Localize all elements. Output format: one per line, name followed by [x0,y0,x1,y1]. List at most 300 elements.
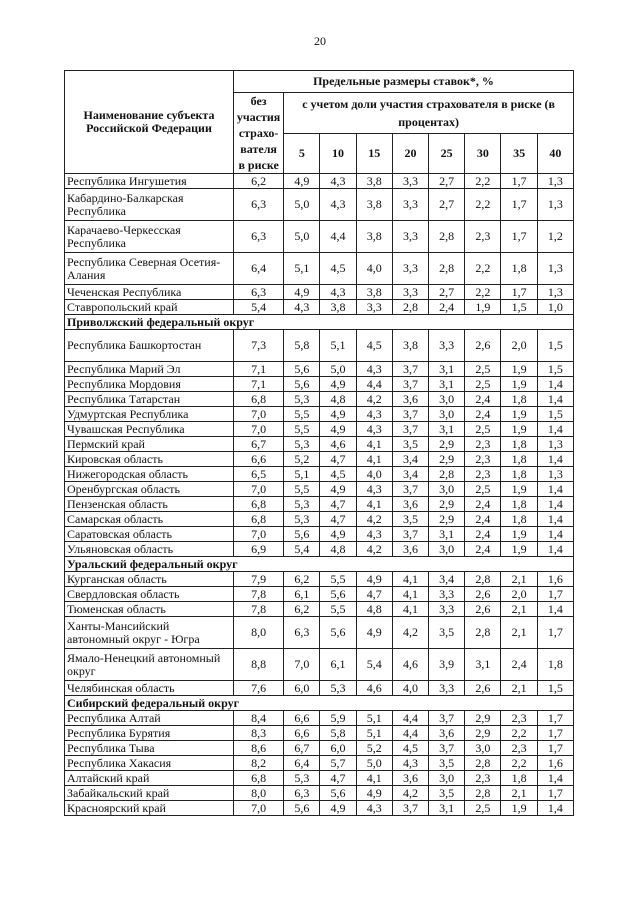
rate-cell: 2,4 [465,392,501,407]
rate-cell: 4,7 [320,771,356,786]
rate-cell: 6,6 [284,711,320,726]
rate-cell: 4,9 [356,786,392,801]
rate-cell: 1,4 [537,377,573,392]
rate-cell: 3,5 [429,786,465,801]
rate-cell: 5,7 [320,756,356,771]
rate-cell: 2,9 [429,512,465,527]
rate-cell: 4,8 [320,392,356,407]
rate-cell: 6,1 [284,587,320,602]
rate-cell: 5,2 [356,741,392,756]
table-row [65,512,574,527]
rate-cell: 4,9 [320,482,356,497]
rate-cell: 5,3 [284,497,320,512]
rate-cell: 3,0 [429,392,465,407]
rate-cell: 6,4 [233,253,283,285]
rate-cell: 7,9 [233,572,283,587]
rate-cell: 3,7 [429,741,465,756]
header-percent-5: 5 [284,133,320,174]
rate-cell: 2,6 [465,602,501,617]
header-percent-20: 20 [392,133,428,174]
region-name: Ульяновская область [65,542,234,557]
rate-cell: 1,3 [537,467,573,482]
rate-cell: 2,2 [465,253,501,285]
rate-cell: 3,7 [392,801,428,816]
rate-cell: 2,2 [465,174,501,189]
rate-cell: 1,7 [537,726,573,741]
rate-cell: 4,3 [320,189,356,221]
header-no-share: без участия страхо-вателя в риске [233,93,283,174]
rate-cell: 7,1 [233,362,283,377]
rate-cell: 2,8 [392,300,428,315]
rate-cell: 3,1 [465,649,501,681]
rate-cell: 6,2 [284,602,320,617]
rate-cell: 6,7 [233,437,283,452]
rate-cell: 8,8 [233,649,283,681]
rate-cell: 6,6 [284,726,320,741]
rate-cell: 1,5 [537,407,573,422]
rate-cell: 4,9 [320,407,356,422]
rate-cell: 2,6 [465,330,501,362]
rate-cell: 4,1 [356,437,392,452]
rate-cell: 3,6 [392,497,428,512]
rate-cell: 3,8 [356,285,392,300]
rate-cell: 6,1 [320,649,356,681]
region-name: Оренбургская область [65,482,234,497]
rate-cell: 5,6 [284,377,320,392]
rate-cell: 5,6 [284,362,320,377]
rate-cell: 2,4 [465,407,501,422]
rate-cell: 3,3 [392,285,428,300]
rate-cell: 4,9 [320,422,356,437]
rate-cell: 5,0 [356,756,392,771]
table-row [65,587,574,602]
rate-cell: 4,4 [356,377,392,392]
rate-cell: 5,1 [356,726,392,741]
rate-cell: 3,0 [429,482,465,497]
rate-cell: 1,8 [501,437,537,452]
rate-cell: 4,2 [356,542,392,557]
region-name: Республика Тыва [65,741,234,756]
rate-cell: 6,2 [233,174,283,189]
rate-cell: 1,3 [537,253,573,285]
rate-cell: 4,2 [392,617,428,649]
rate-cell: 1,7 [537,786,573,801]
rate-cell: 1,5 [537,330,573,362]
rate-cell: 3,8 [392,330,428,362]
rate-cell: 4,1 [356,452,392,467]
rate-cell: 4,9 [320,377,356,392]
rate-cell: 1,2 [537,221,573,253]
table-row [65,801,574,816]
table-row [65,542,574,557]
region-name: Республика Хакасия [65,756,234,771]
rate-cell: 7,0 [233,422,283,437]
rate-cell: 3,3 [392,174,428,189]
rate-cell: 1,9 [501,482,537,497]
rate-cell: 4,7 [320,497,356,512]
table-row [65,602,574,617]
rate-cell: 2,5 [465,801,501,816]
rate-cell: 5,1 [284,253,320,285]
rate-cell: 4,5 [320,253,356,285]
rate-cell: 5,6 [320,786,356,801]
rate-cell: 4,7 [356,587,392,602]
rate-cell: 3,7 [392,407,428,422]
district-name: Приволжский федеральный округ [65,315,574,330]
rate-cell: 2,8 [465,786,501,801]
rate-cell: 5,5 [284,422,320,437]
rate-cell: 5,4 [284,542,320,557]
rate-cell: 5,5 [284,482,320,497]
rate-cell: 2,9 [429,452,465,467]
rate-cell: 3,0 [465,741,501,756]
rate-cell: 4,9 [356,617,392,649]
rate-cell: 2,4 [465,512,501,527]
rate-cell: 3,3 [429,587,465,602]
rate-cell: 2,0 [501,330,537,362]
table-row [65,527,574,542]
rate-cell: 3,8 [356,174,392,189]
rate-cell: 4,1 [356,771,392,786]
rate-cell: 4,2 [392,786,428,801]
table-row [65,467,574,482]
region-name: Нижегородская область [65,467,234,482]
rate-cell: 3,1 [429,527,465,542]
rate-cell: 1,4 [537,801,573,816]
rate-cell: 1,9 [501,407,537,422]
table-row [65,756,574,771]
rate-cell: 1,7 [501,174,537,189]
rate-cell: 3,3 [392,189,428,221]
rate-cell: 5,5 [320,602,356,617]
rate-cell: 5,4 [356,649,392,681]
rate-cell: 3,6 [392,771,428,786]
rate-cell: 3,3 [392,221,428,253]
region-name: Пермский край [65,437,234,452]
rates-table [64,70,574,816]
rate-cell: 7,6 [233,681,283,696]
rate-cell: 5,4 [233,300,283,315]
rate-cell: 5,3 [284,771,320,786]
rate-cell: 4,2 [356,512,392,527]
rate-cell: 7,0 [233,482,283,497]
rate-cell: 2,5 [465,422,501,437]
rate-cell: 3,5 [392,437,428,452]
rate-cell: 2,3 [465,437,501,452]
rate-cell: 1,7 [501,221,537,253]
rate-cell: 8,3 [233,726,283,741]
rate-cell: 2,4 [465,542,501,557]
rate-cell: 2,5 [465,362,501,377]
rate-cell: 3,7 [392,482,428,497]
rate-cell: 1,4 [537,542,573,557]
district-row [65,696,574,711]
rate-cell: 3,7 [392,422,428,437]
table-row [65,482,574,497]
rate-cell: 1,8 [501,392,537,407]
region-name: Удмуртская Республика [65,407,234,422]
rate-cell: 1,9 [501,542,537,557]
table-row [65,437,574,452]
rate-cell: 8,0 [233,786,283,801]
rate-cell: 4,1 [392,602,428,617]
header-percent-10: 10 [320,133,356,174]
region-name: Республика Северная Осетия-Алания [65,253,234,285]
rate-cell: 4,5 [356,330,392,362]
region-name: Пензенская область [65,497,234,512]
rate-cell: 6,8 [233,771,283,786]
rate-cell: 4,9 [284,174,320,189]
rate-cell: 1,8 [501,512,537,527]
rate-cell: 7,8 [233,587,283,602]
rate-cell: 4,3 [320,285,356,300]
rate-cell: 2,3 [465,452,501,467]
table-row [65,572,574,587]
table-row [65,452,574,467]
rate-cell: 3,3 [392,253,428,285]
rate-cell: 4,4 [392,726,428,741]
rate-cell: 1,7 [501,285,537,300]
region-name: Республика Алтай [65,711,234,726]
rate-cell: 3,3 [429,681,465,696]
rate-cell: 2,5 [465,482,501,497]
rate-cell: 3,7 [429,711,465,726]
rate-cell: 5,6 [284,801,320,816]
rate-cell: 1,4 [537,482,573,497]
rate-cell: 4,1 [392,572,428,587]
rate-cell: 5,5 [284,407,320,422]
table-row [65,174,574,189]
rate-cell: 4,3 [356,407,392,422]
table-row [65,741,574,756]
region-name: Челябинская область [65,681,234,696]
table-row [65,221,574,253]
rate-cell: 1,4 [537,452,573,467]
rate-cell: 2,8 [465,572,501,587]
rate-cell: 8,6 [233,741,283,756]
rate-cell: 1,3 [537,437,573,452]
region-name: Республика Татарстан [65,392,234,407]
rate-cell: 2,3 [465,467,501,482]
table-row [65,681,574,696]
rate-cell: 1,7 [537,741,573,756]
rate-cell: 4,9 [356,572,392,587]
rate-cell: 1,4 [537,497,573,512]
rate-cell: 6,2 [284,572,320,587]
rate-cell: 1,4 [537,512,573,527]
rate-cell: 5,5 [320,572,356,587]
rate-cell: 1,3 [537,174,573,189]
rate-cell: 4,6 [356,681,392,696]
table-row [65,711,574,726]
region-name: Красноярский край [65,801,234,816]
rate-cell: 1,9 [465,300,501,315]
table-row [65,422,574,437]
rate-cell: 6,7 [284,741,320,756]
rate-cell: 7,0 [233,407,283,422]
rate-cell: 2,1 [501,617,537,649]
region-name: Чеченская Республика [65,285,234,300]
rate-cell: 2,4 [501,649,537,681]
rate-cell: 5,6 [320,617,356,649]
rate-cell: 4,3 [356,482,392,497]
region-name: Курганская область [65,572,234,587]
region-name: Кабардино-Балкарская Республика [65,189,234,221]
rate-cell: 4,3 [320,174,356,189]
rate-cell: 2,6 [465,681,501,696]
header-percent-35: 35 [501,133,537,174]
rate-cell: 4,3 [284,300,320,315]
rate-cell: 1,7 [501,189,537,221]
rate-cell: 4,6 [392,649,428,681]
rate-cell: 1,7 [537,711,573,726]
table-row [65,300,574,315]
rate-cell: 6,3 [284,617,320,649]
rate-cell: 1,4 [537,602,573,617]
rate-cell: 2,9 [429,437,465,452]
rate-cell: 6,4 [284,756,320,771]
rate-cell: 2,6 [465,587,501,602]
rate-cell: 5,0 [284,189,320,221]
region-name: Тюменская область [65,602,234,617]
rate-cell: 5,8 [284,330,320,362]
rate-cell: 2,4 [465,497,501,512]
rate-cell: 4,5 [320,467,356,482]
rate-cell: 2,0 [501,587,537,602]
table-row [65,285,574,300]
rate-cell: 8,0 [233,617,283,649]
rate-cell: 2,2 [465,189,501,221]
rate-cell: 3,6 [429,726,465,741]
rate-cell: 4,1 [392,587,428,602]
rate-cell: 1,9 [501,527,537,542]
rate-cell: 3,7 [392,362,428,377]
rate-cell: 8,2 [233,756,283,771]
region-name: Карачаево-Черкесская Республика [65,221,234,253]
rate-cell: 1,4 [537,527,573,542]
rate-cell: 4,3 [356,362,392,377]
rate-cell: 2,7 [429,285,465,300]
rate-cell: 2,8 [429,253,465,285]
rate-cell: 1,6 [537,756,573,771]
rate-cell: 3,3 [356,300,392,315]
rate-cell: 2,2 [501,756,537,771]
rate-cell: 3,5 [392,512,428,527]
rate-cell: 6,3 [233,221,283,253]
rate-cell: 3,4 [392,467,428,482]
region-name: Алтайский край [65,771,234,786]
rate-cell: 2,9 [465,726,501,741]
rate-cell: 8,4 [233,711,283,726]
region-name: Республика Ингушетия [65,174,234,189]
rate-cell: 4,0 [392,681,428,696]
rate-cell: 2,7 [429,174,465,189]
rate-cell: 2,7 [429,189,465,221]
rate-cell: 6,9 [233,542,283,557]
rate-cell: 3,4 [429,572,465,587]
rate-cell: 4,0 [356,253,392,285]
rate-cell: 4,1 [356,497,392,512]
rate-cell: 6,8 [233,497,283,512]
rate-cell: 3,1 [429,801,465,816]
rate-cell: 1,7 [537,617,573,649]
rate-cell: 3,9 [429,649,465,681]
rate-cell: 5,3 [320,681,356,696]
region-name: Ханты-Мансийский автономный округ - Югра [65,617,234,649]
header-percent-30: 30 [465,133,501,174]
region-name: Республика Мордовия [65,377,234,392]
table-row [65,407,574,422]
rate-cell: 3,7 [392,377,428,392]
rate-cell: 2,3 [465,771,501,786]
rate-cell: 2,8 [465,617,501,649]
rate-cell: 4,6 [320,437,356,452]
rate-cell: 3,8 [356,221,392,253]
rate-cell: 2,2 [465,285,501,300]
rate-cell: 6,0 [284,681,320,696]
rate-cell: 2,2 [501,726,537,741]
region-name: Ямало-Ненецкий автономный округ [65,649,234,681]
table-row [65,330,574,362]
rate-cell: 1,4 [537,771,573,786]
rate-cell: 4,2 [356,392,392,407]
table-row [65,617,574,649]
rate-cell: 3,6 [392,542,428,557]
rate-cell: 5,6 [284,527,320,542]
rate-cell: 3,3 [429,330,465,362]
rate-cell: 4,8 [320,542,356,557]
region-name: Ставропольский край [65,300,234,315]
rate-cell: 6,8 [233,392,283,407]
rate-cell: 2,1 [501,786,537,801]
table-row [65,786,574,801]
rate-cell: 4,3 [356,527,392,542]
rate-cell: 7,0 [233,527,283,542]
header-with-share: с учетом доли участия страхователя в риске (в процентах) [284,93,574,134]
rate-cell: 1,5 [537,362,573,377]
rate-cell: 3,4 [392,452,428,467]
rate-cell: 4,0 [356,467,392,482]
rate-cell: 4,3 [356,422,392,437]
rate-cell: 2,8 [429,221,465,253]
rate-cell: 7,1 [233,377,283,392]
region-name: Самарская область [65,512,234,527]
rate-cell: 1,7 [537,587,573,602]
rate-cell: 1,3 [537,189,573,221]
rate-cell: 3,8 [320,300,356,315]
region-name: Кировская область [65,452,234,467]
rate-cell: 6,5 [233,467,283,482]
page-number: 20 [314,34,326,48]
rate-cell: 3,8 [356,189,392,221]
rate-cell: 3,7 [392,527,428,542]
table-row [65,771,574,786]
rate-cell: 7,0 [284,649,320,681]
rate-cell: 4,9 [320,801,356,816]
table-row [65,253,574,285]
rate-cell: 4,7 [320,452,356,467]
rate-cell: 1,9 [501,422,537,437]
table-row [65,189,574,221]
rate-cell: 4,9 [284,285,320,300]
rate-cell: 5,3 [284,392,320,407]
rate-cell: 3,5 [429,756,465,771]
header-rates-group: Предельные размеры ставок*, % [233,71,573,93]
rate-cell: 4,8 [356,602,392,617]
rate-cell: 3,1 [429,422,465,437]
region-name: Чувашская Республика [65,422,234,437]
table-body [65,174,574,816]
